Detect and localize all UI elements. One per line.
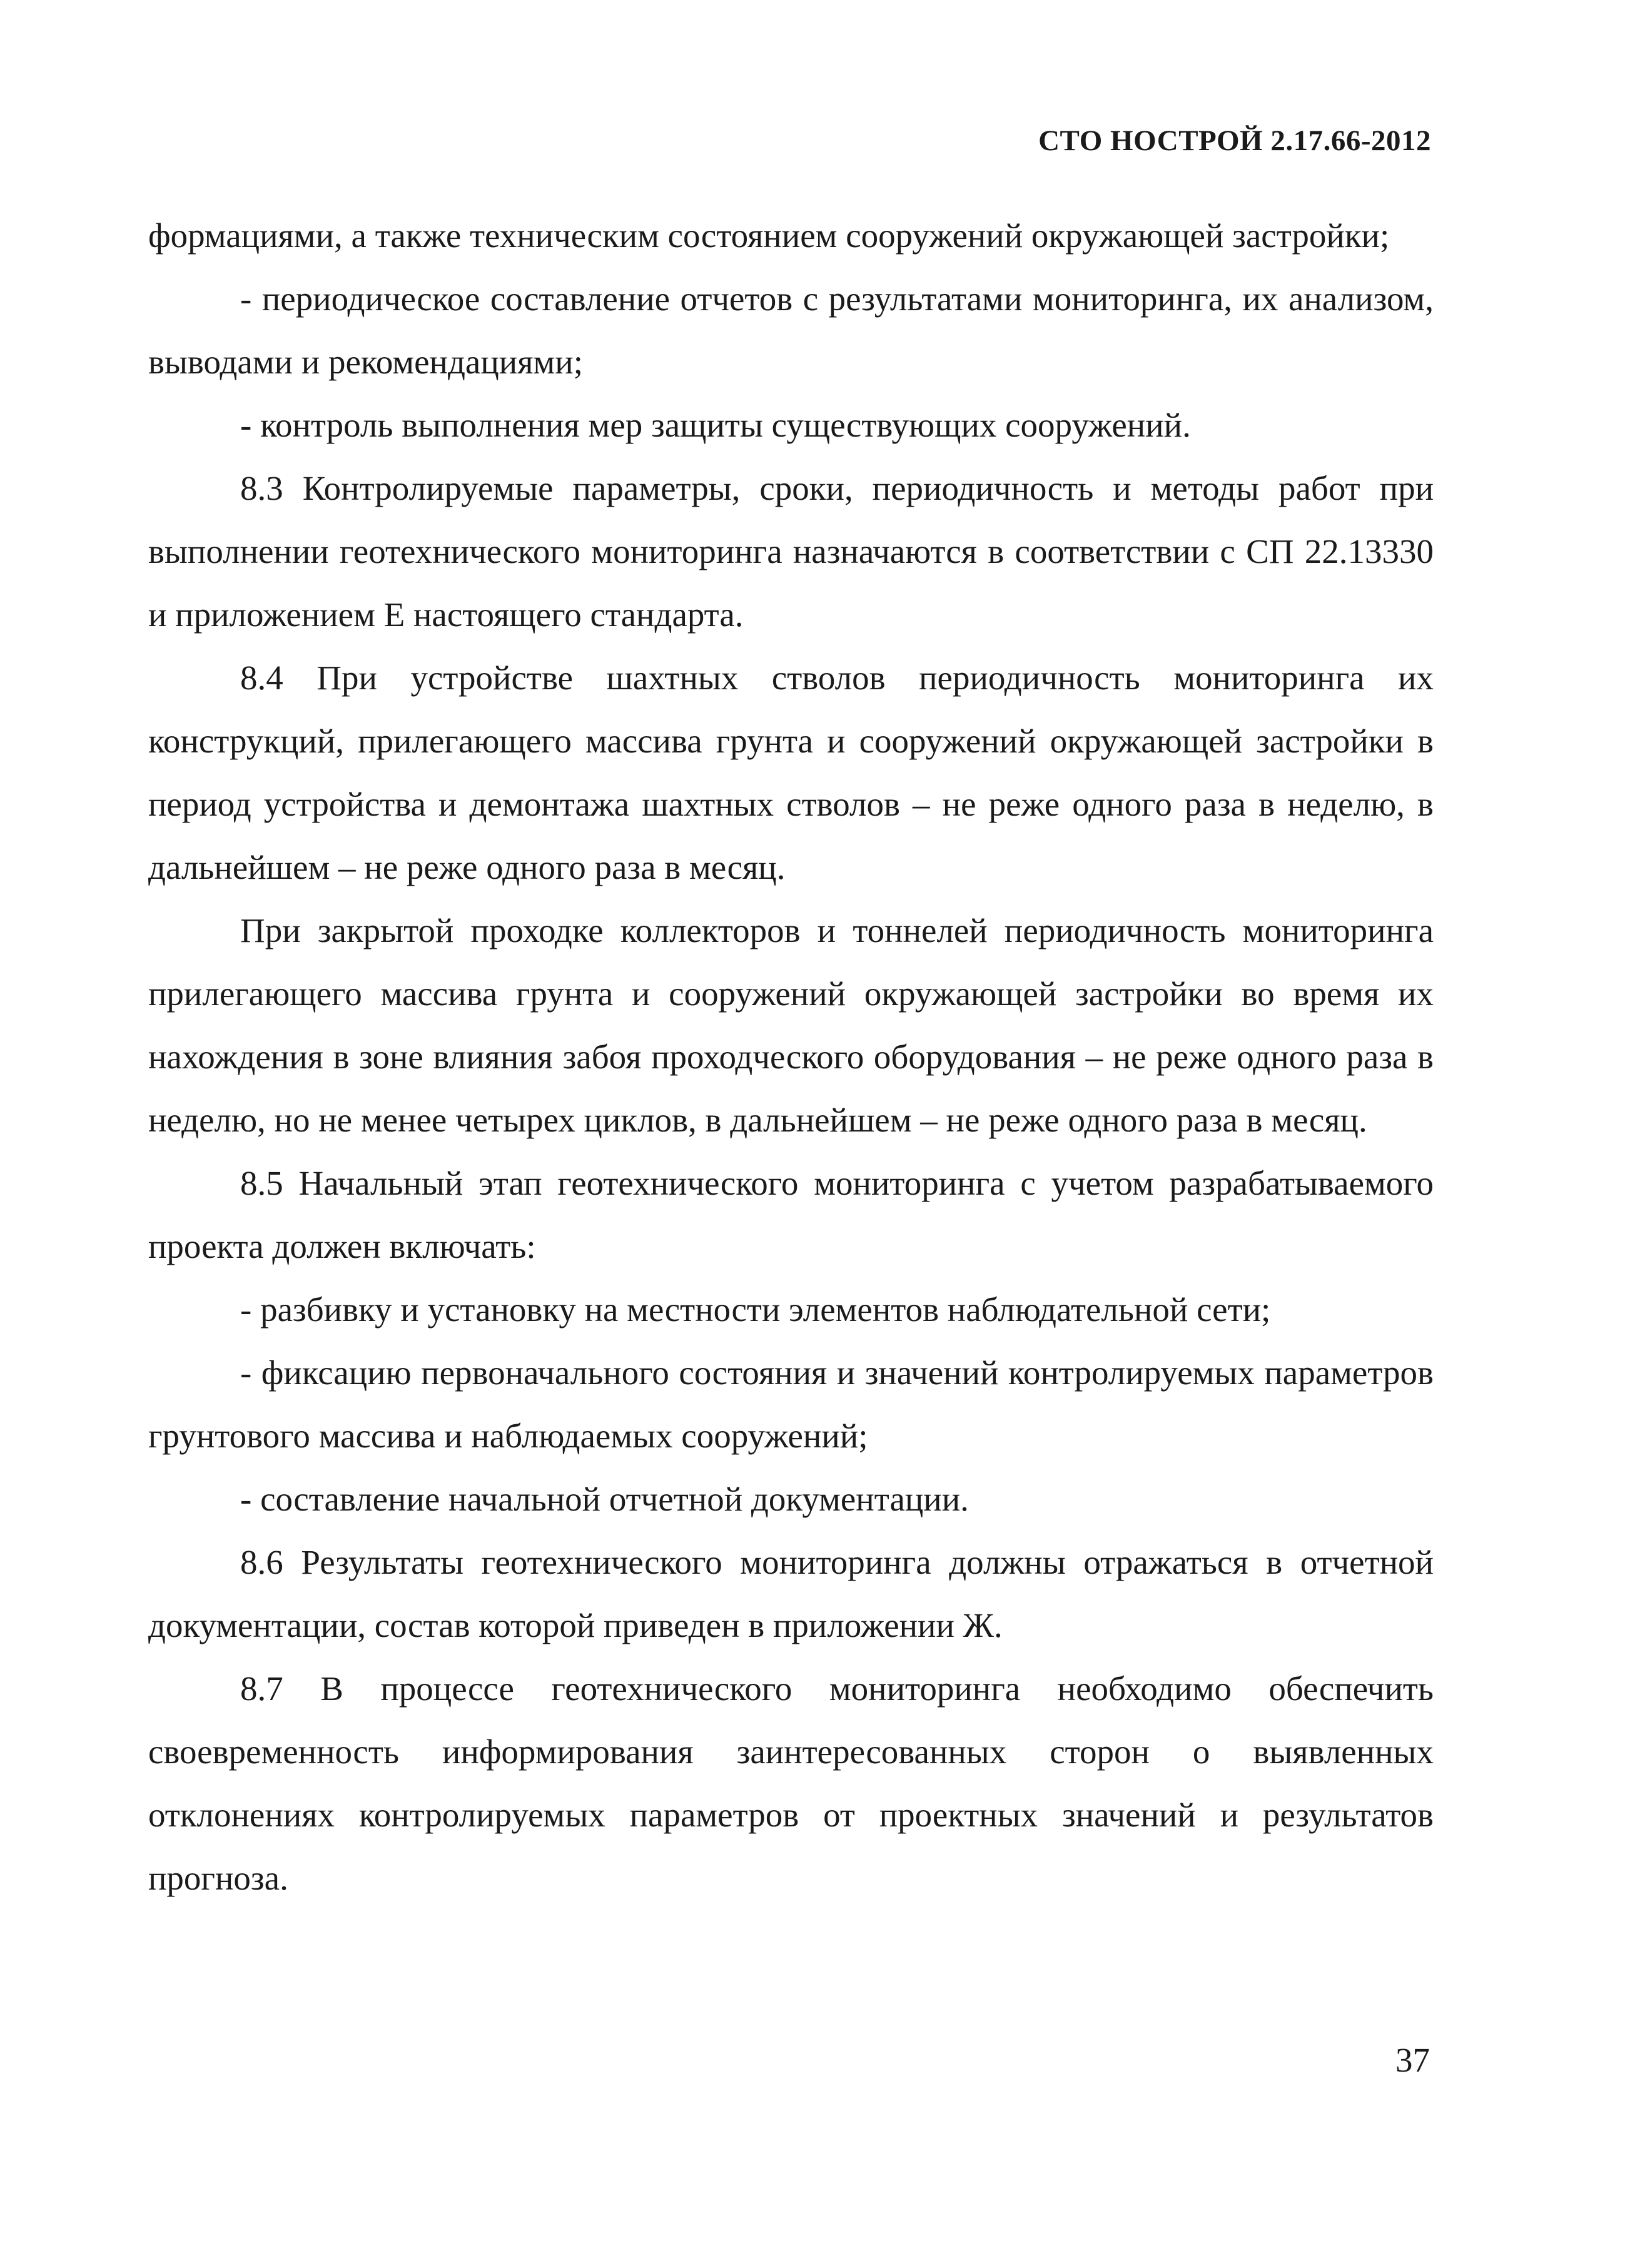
clause-8-7: 8.7 В процессе геотехнического мониторинга необходимо обеспечить своевременность информирования заинтересованных сторон о выявленных отклонениях контролируемых параметров от проектных значений и результатов прогноза. xyxy=(148,1669,1434,1897)
list-item-protection-control: - контроль выполнения мер защиты существующих сооружений. xyxy=(240,406,1191,444)
document-header: СТО НОСТРОЙ 2.17.66-2012 xyxy=(1038,124,1431,157)
paragraph-continuation: формациями, а также техническим состоянием сооружений окружающей застройки; xyxy=(148,216,1390,255)
clause-8-3: 8.3 Контролируемые параметры, сроки, периодичность и методы работ при выполнении геотехнического мониторинга назначаются в соответствии с СП 22.13330 и приложением Е настоящего стандарта. xyxy=(148,469,1434,634)
clause-8-4: 8.4 При устройстве шахтных стволов периодичность мониторинга их конструкций, прилегающего массива грунта и сооружений окружающей застройки в период устройства и демонтажа шахтных стволов – не реже одного раза в неделю, в дальнейшем – не реже одного раза в месяц. xyxy=(148,659,1434,886)
page-number: 37 xyxy=(1395,2041,1430,2079)
clause-8-6: 8.6 Результаты геотехнического мониторинга должны отражаться в отчетной документации, состав которой приведен в приложении Ж. xyxy=(148,1543,1434,1644)
paragraph-closed-tunneling: При закрытой проходке коллекторов и тоннелей периодичность мониторинга прилегающего массива грунта и сооружений окружающей застройки во время их нахождения в зоне влияния забоя проходческого оборудования – не реже одного раза в неделю, но не менее четырех циклов, в дальнейшем – не реже одного раза в месяц. xyxy=(148,911,1434,1139)
clause-8-5: 8.5 Начальный этап геотехнического мониторинга с учетом разрабатываемого проекта должен включать: xyxy=(148,1164,1434,1265)
list-item-network-setup: - разбивку и установку на местности элементов наблюдательной сети; xyxy=(240,1290,1271,1329)
document-body xyxy=(148,204,1434,1910)
list-item-initial-state: - фиксацию первоначального состояния и значений контролируемых параметров грунтового массива и наблюдаемых сооружений; xyxy=(148,1354,1434,1455)
list-item-reports: - периодическое составление отчетов с результатами мониторинга, их анализом, выводами и рекомендациями; xyxy=(148,280,1434,381)
list-item-initial-docs: - составление начальной отчетной документации. xyxy=(240,1480,969,1518)
